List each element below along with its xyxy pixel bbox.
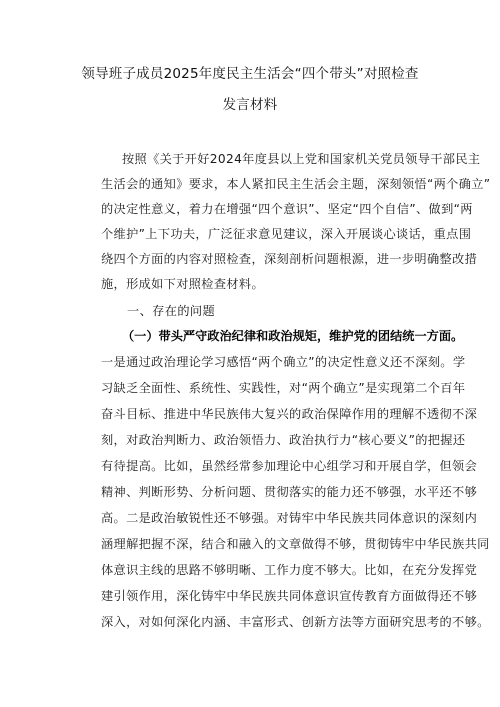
intro-line: 个维护”上下功夫，广泛征求意见建议，深入开展谈心谈话，重点围 bbox=[101, 227, 472, 241]
intro-line: 按照《关于开好2024年度县以上党和国家机关党员领导干部民主 bbox=[122, 152, 481, 166]
body-line: 精神、判断形势、分析问题、贯彻落实的能力还不够强，水平还不够 bbox=[101, 485, 478, 499]
subsection-heading: （一）带头严守政治纪律和政治规矩，维护党的团结统一方面。 bbox=[122, 329, 464, 343]
intro-line: 施，形成如下对照检查材料。 bbox=[101, 277, 264, 291]
body-line: 深入，对如何深化内涵、丰富形式、创新方法等方面研究思考的不够。 bbox=[101, 615, 490, 629]
body-line: 习缺乏全面性、系统性、实践性，对“两个确立”是实现第二个百年 bbox=[101, 381, 466, 395]
body-line: 建引领作用，深化铸牢中华民族共同体意识宣传教育方面做得还不够 bbox=[101, 589, 478, 603]
intro-line: 生活会的通知》要求，本人紧扣民主生活会主题，深刻领悟“两个确立” bbox=[101, 177, 491, 191]
body-line: 涵理解把握不深，结合和融入的文章做得不够，贯彻铸牢中华民族共同 bbox=[101, 537, 490, 551]
body-line: 有待提高。比如，虽然经常参加理论中心组学习和开展自学，但领会 bbox=[101, 459, 478, 473]
section-heading: 一、存在的问题 bbox=[127, 304, 216, 318]
intro-line: 绕四个方面的内容对照检查，深刻剖析问题根源，进一步明确整改措 bbox=[101, 252, 478, 266]
document-title-line-2: 发言材料 bbox=[222, 97, 278, 113]
body-line: 刻，对政治判断力、政治领悟力、政治执行力“核心要义”的把握还 bbox=[101, 433, 466, 447]
document-title-line-1: 领导班子成员2025年度民主生活会“四个带头”对照检查 bbox=[81, 66, 419, 82]
body-line: 体意识主线的思路不够明晰、工作力度不够大。比如，在充分发挥党 bbox=[101, 563, 478, 577]
body-line: 一是通过政治理论学习感悟“两个确立”的决定性意义还不深刻。学 bbox=[101, 355, 466, 369]
body-line: 高。二是政治敏锐性还不够强。对铸牢中华民族共同体意识的深刻内 bbox=[101, 511, 478, 525]
body-line: 奋斗目标、推进中华民族伟大复兴的政治保障作用的理解不透彻不深 bbox=[101, 407, 478, 421]
intro-line: 的决定性意义，着力在增强“四个意识”、坚定“四个自信”、做到“两 bbox=[101, 202, 473, 216]
